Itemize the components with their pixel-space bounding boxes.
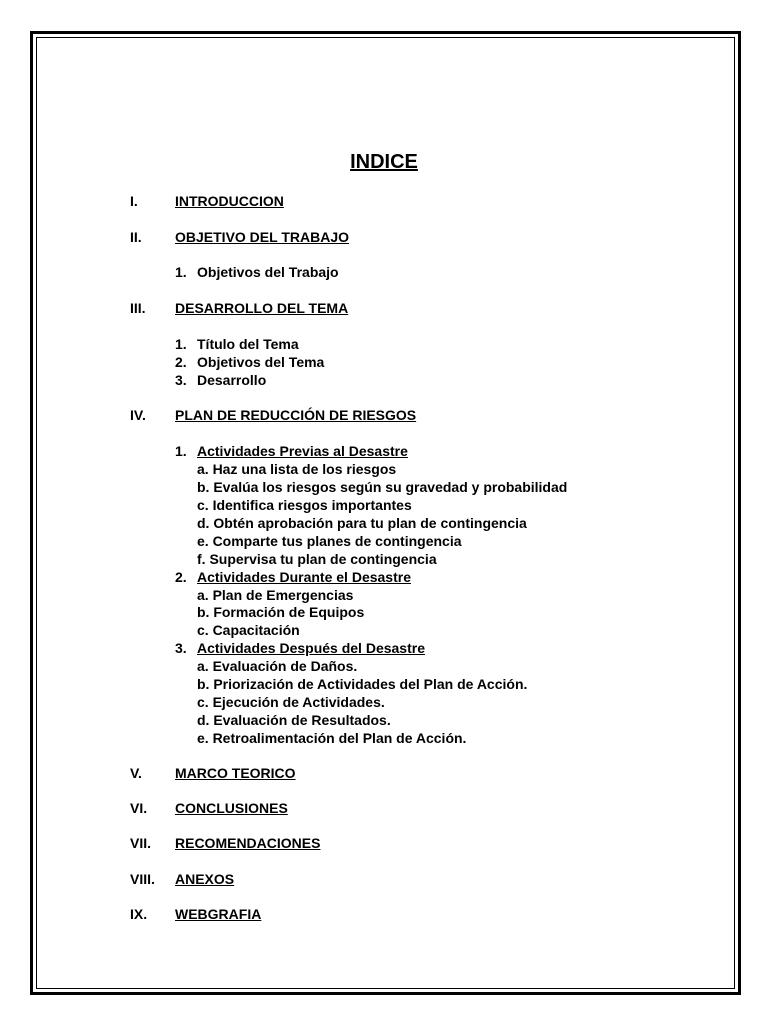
toc-item-number: 1. [175,264,187,280]
toc-subitem[interactable]: a. Evaluación de Daños. [197,658,358,674]
toc-subitem[interactable]: c. Capacitación [197,622,300,638]
toc-section-title: WEBGRAFIA [175,906,262,922]
toc-section-4[interactable] [130,406,416,424]
toc-section-number: II. [130,229,142,245]
toc-subitem[interactable]: d. Evaluación de Resultados. [197,712,391,728]
toc-subitem[interactable]: e. Comparte tus planes de contingencia [197,533,462,549]
toc-section-title: PLAN DE REDUCCIÓN DE RIESGOS [175,407,417,423]
toc-subitem[interactable]: a. Haz una lista de los riesgos [197,461,397,477]
toc-item-label: Objetivos del Tema [197,354,325,370]
toc-section-number: VIII. [130,871,155,887]
toc-section-3[interactable] [130,299,348,317]
toc-subitem[interactable]: d. Obtén aprobación para tu plan de contingencia [197,515,527,531]
toc-item[interactable] [175,263,339,281]
toc-section-5[interactable] [130,764,296,782]
toc-section-9[interactable] [130,905,261,923]
toc-section-number: III. [130,300,146,316]
toc-section-number: VI. [130,800,148,816]
toc-item-label: Título del Tema [197,336,299,352]
toc-section-number: IX. [130,906,148,922]
toc-subitem[interactable]: b. Priorización de Actividades del Plan de Acción. [197,676,528,692]
toc-subitem[interactable]: c. Ejecución de Actividades. [197,694,385,710]
toc-item[interactable] [175,335,299,353]
toc-section-title: ANEXOS [175,871,235,887]
toc-section-title: DESARROLLO DEL TEMA [175,300,349,316]
toc-section-title: MARCO TEORICO [175,765,296,781]
toc-subitem[interactable]: b. Formación de Equipos [197,604,365,620]
toc-section-title: OBJETIVO DEL TRABAJO [175,229,349,245]
toc-item-number: 3. [175,372,187,388]
toc-section-7[interactable] [130,834,320,852]
toc-item[interactable] [175,568,411,586]
toc-item-label: Actividades Previas al Desastre [197,443,408,459]
toc-item-number: 2. [175,354,187,370]
toc-item[interactable] [175,442,408,460]
toc-section-8[interactable] [130,870,234,888]
toc-subitem[interactable]: c. Identifica riesgos importantes [197,497,412,513]
toc-subitem[interactable]: a. Plan de Emergencias [197,587,354,603]
toc-item-number: 2. [175,569,187,585]
toc-section-2[interactable] [130,228,349,246]
toc-section-6[interactable] [130,799,288,817]
toc-section-number: I. [130,193,138,209]
toc-item[interactable] [175,639,425,657]
toc-item[interactable] [175,371,266,389]
toc-item-number: 1. [175,443,187,459]
toc-item[interactable] [175,353,324,371]
toc-item-label: Actividades Durante el Desastre [197,569,411,585]
toc-section-title: RECOMENDACIONES [175,835,321,851]
toc-item-number: 3. [175,640,187,656]
toc-section-number: VII. [130,835,152,851]
toc-subitem[interactable]: b. Evalúa los riesgos según su gravedad y probabilidad [197,479,568,495]
toc-subitem[interactable]: f. Supervisa tu plan de contingencia [197,551,437,567]
toc-section-1[interactable] [130,192,284,210]
toc-item-number: 1. [175,336,187,352]
toc-section-number: V. [130,765,142,781]
page-title: INDICE [350,151,418,173]
toc-section-title: INTRODUCCION [175,193,284,209]
toc-section-title: CONCLUSIONES [175,800,288,816]
toc-item-label: Actividades Después del Desastre [197,640,425,656]
toc-subitem[interactable]: e. Retroalimentación del Plan de Acción. [197,730,467,746]
toc-item-label: Objetivos del Trabajo [197,264,339,280]
toc-item-label: Desarrollo [197,372,267,388]
toc-section-number: IV. [130,407,146,423]
